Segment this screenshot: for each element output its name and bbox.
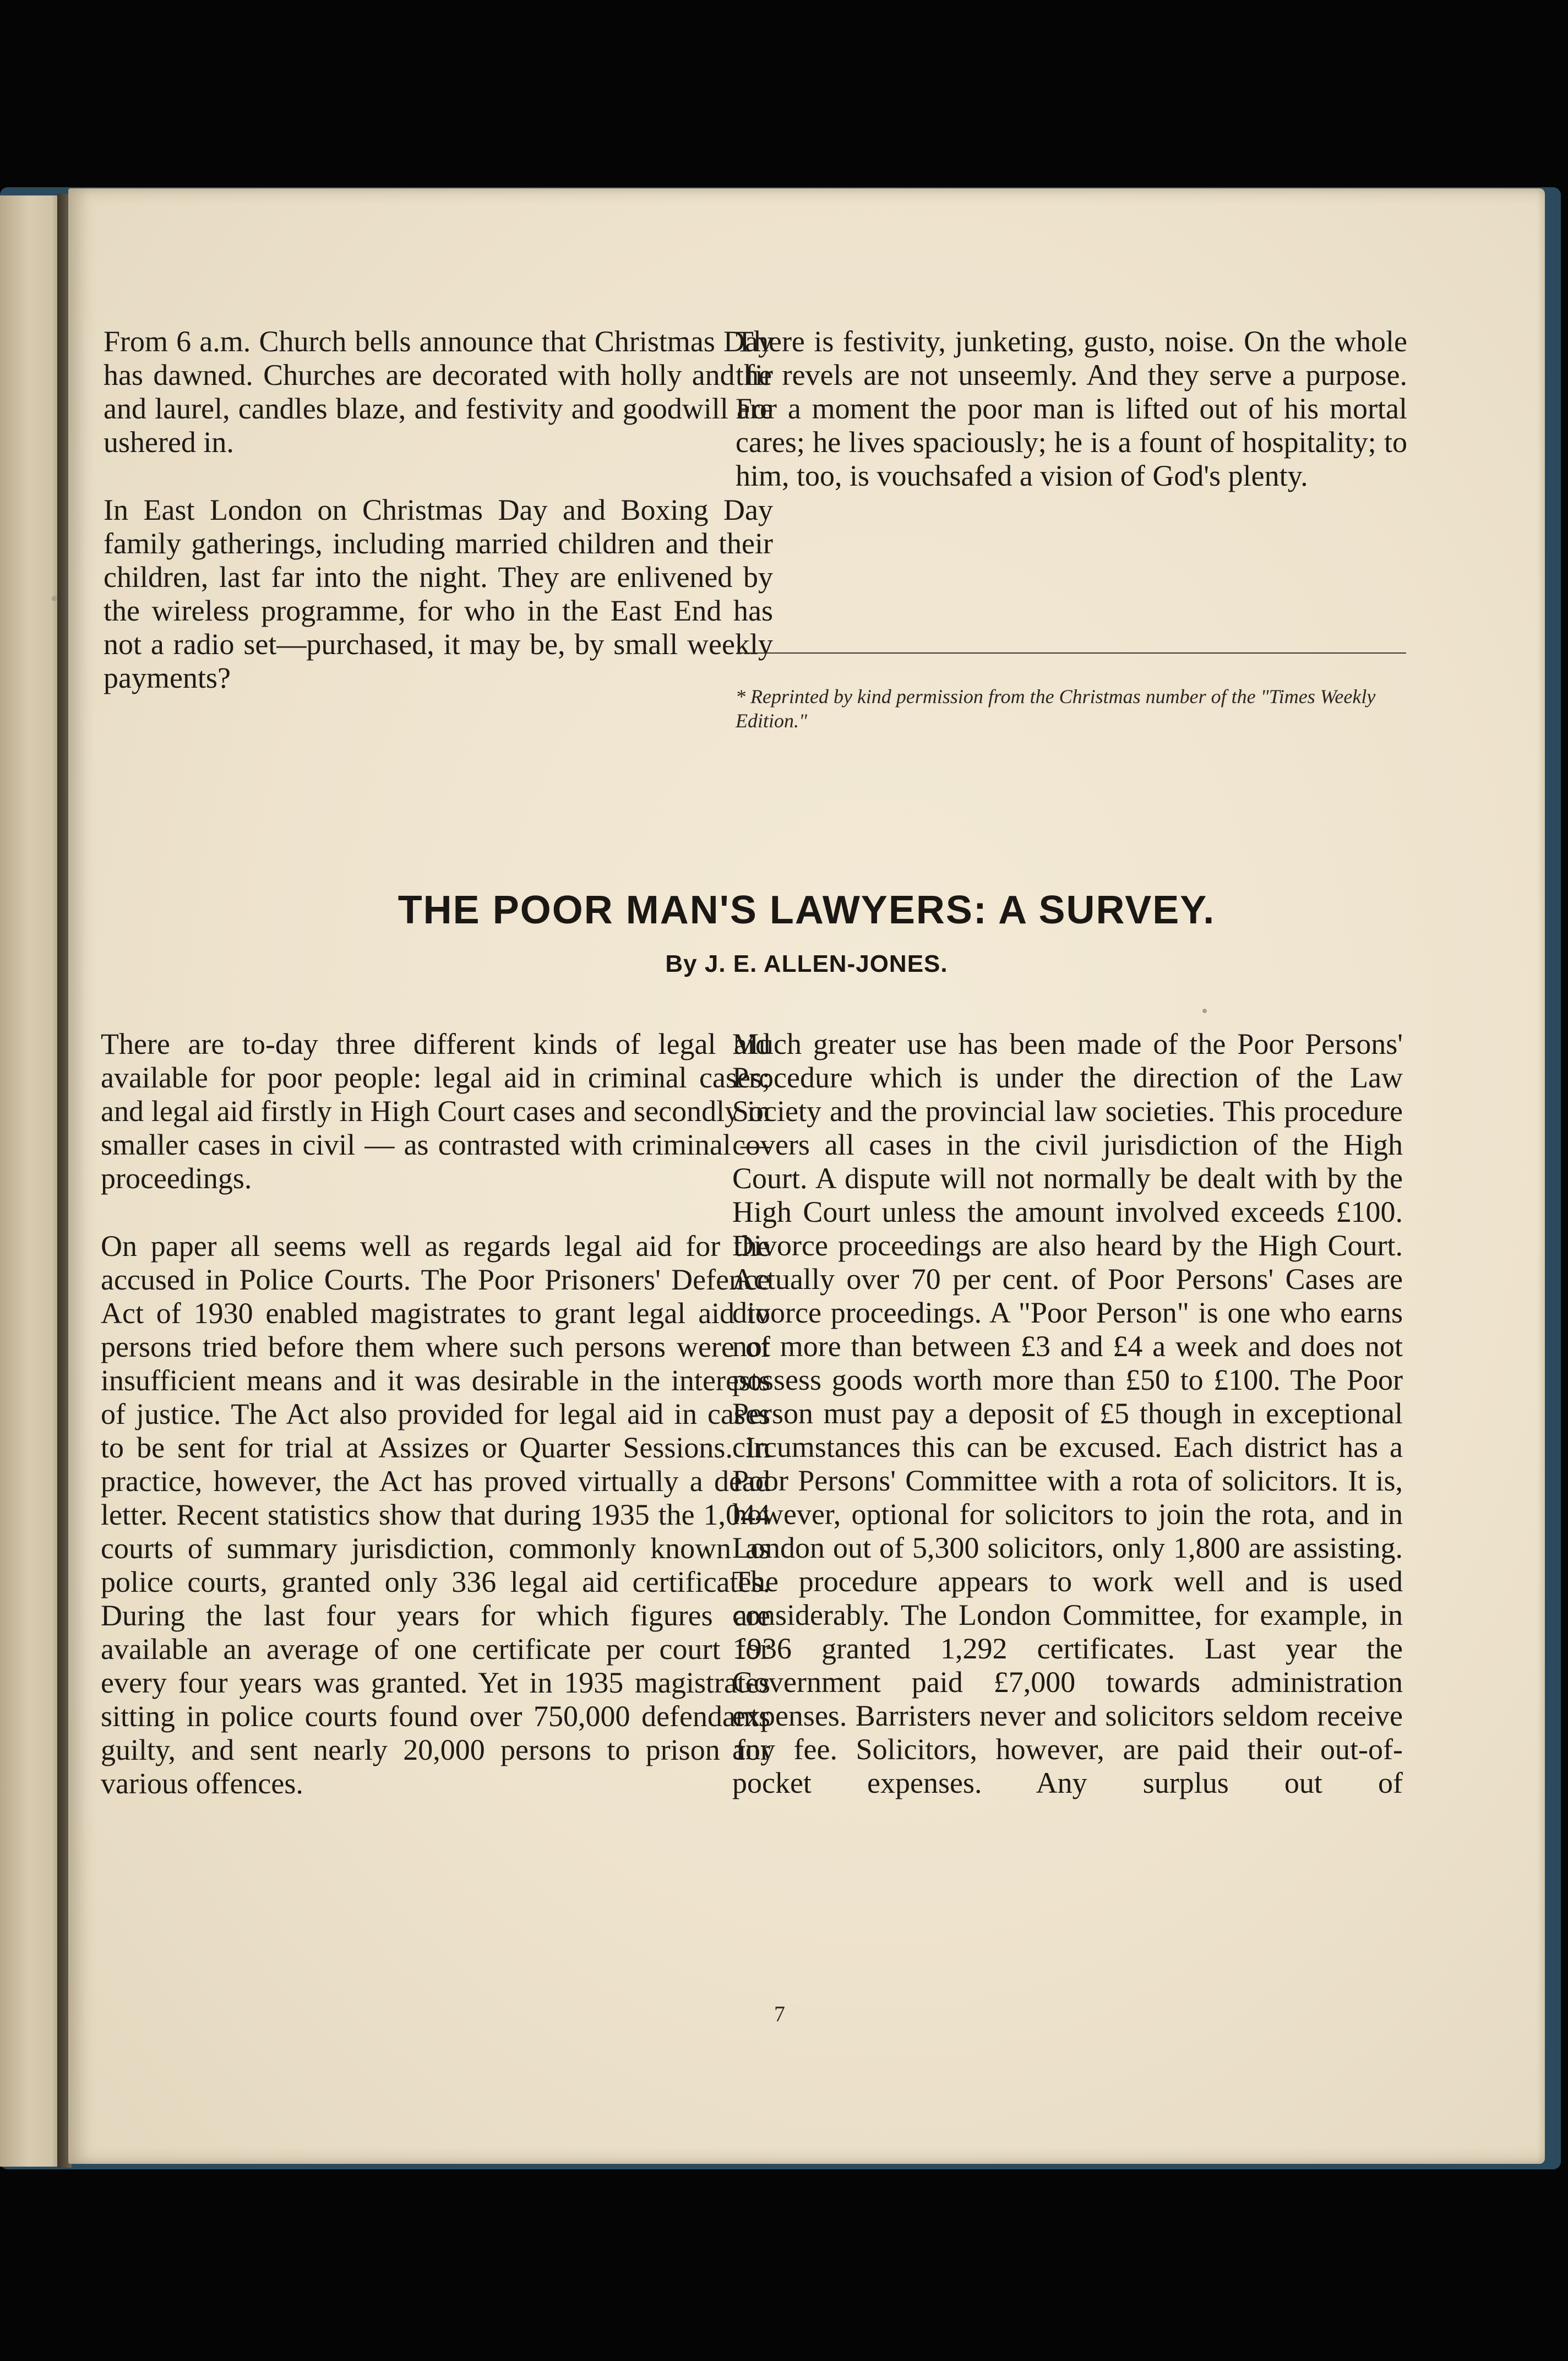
intro-paragraph: In East London on Christmas Day and Boxing Day family gatherings, including married children and their children, last far into the night. They are enlivened by the wireless programme, for who in the East End has not a radio set—purchased, it may be, by small weekly payments?: [104, 493, 773, 694]
article-paragraph: There are to-day three different kinds of legal aid available for poor people: legal aid in criminal cases; and legal aid firstly in High Court cases and secondly in smaller cases in civil — as contrasted with criminal — proceedings.: [101, 1027, 770, 1195]
footnote-divider: [737, 652, 1406, 654]
intro-right-column: [736, 325, 1407, 493]
page-speck: [52, 596, 57, 601]
article-paragraph: On paper all seems well as regards legal aid for the accused in Police Courts. The Poor Prisoners' Defence Act of 1930 enabled magistrates to grant legal aid to persons tried before them where such persons were of insufficient means and it was desirable in the interests of justice. The Act also provided for legal aid in cases to be sent for trial at Assizes or Quarter Sessions. In practice, however, the Act has proved virtually a dead letter. Recent statistics show that during 1935 the 1,044 courts of summary jurisdiction, commonly known as police courts, granted only 336 legal aid certificates. During the last four years for which figures are available an average of one certificate per court for every four years was granted. Yet in 1935 magistrates sitting in police courts found over 750,000 defendants guilty, and sent nearly 20,000 persons to prison for various offences.: [101, 1230, 770, 1800]
article-left-column: [101, 1027, 770, 1800]
intro-paragraph: There is festivity, junketing, gusto, noise. On the whole the revels are not unseemly. And they serve a purpose. For a moment the poor man is lifted out of his mortal cares; he lives spaciously; he is a fount of hospitality; to him, too, is vouchsafed a vision of God's plenty.: [736, 325, 1407, 492]
article-byline: By J. E. ALLEN-JONES.: [665, 950, 948, 977]
intro-paragraph: From 6 a.m. Church bells announce that Christmas Day has dawned. Churches are decorated with holly and fir and laurel, candles blaze, and festivity and goodwill are ushered in.: [104, 325, 773, 459]
page-speck: [1202, 1009, 1207, 1013]
facing-page-edge: [0, 195, 65, 2167]
page-number: 7: [774, 2001, 785, 2026]
article-title: THE POOR MAN'S LAWYERS: A SURVEY.: [398, 888, 1216, 932]
article-paragraph: Much greater use has been made of the Poor Persons' Procedure which is under the direction of the Law Society and the provincial law societies. This procedure covers all cases in the civil jurisdiction of the High Court. A dispute will not normally be dealt with by the High Court unless the amount involved exceeds £100. Divorce proceedings are also heard by the High Court. Actually over 70 per cent. of Poor Persons' Cases are divorce proceedings. A "Poor Person" is one who earns not more than between £3 and £4 a week and does not possess goods worth more than £50 to £100. The Poor Person must pay a deposit of £5 though in exceptional circumstances this can be excused. Each district has a Poor Persons' Committee with a rota of solicitors. It is, however, optional for solicitors to join the rota, and in London out of 5,300 solicitors, only 1,800 are assisting. The procedure appears to work well and is used considerably. The London Committee, for example, in 1936 granted 1,292 certificates. Last year the Government paid £7,000 towards administration expenses. Barristers never and solicitors seldom receive any fee. Solicitors, however, are paid their out-of-pocket expenses. Any surplus out of: [732, 1027, 1403, 1799]
footnote: * Reprinted by kind permission from the Christmas number of the "Times Weekly Edition.": [736, 686, 1376, 732]
intro-left-column: [104, 325, 773, 695]
article-right-column: [732, 1027, 1403, 1800]
